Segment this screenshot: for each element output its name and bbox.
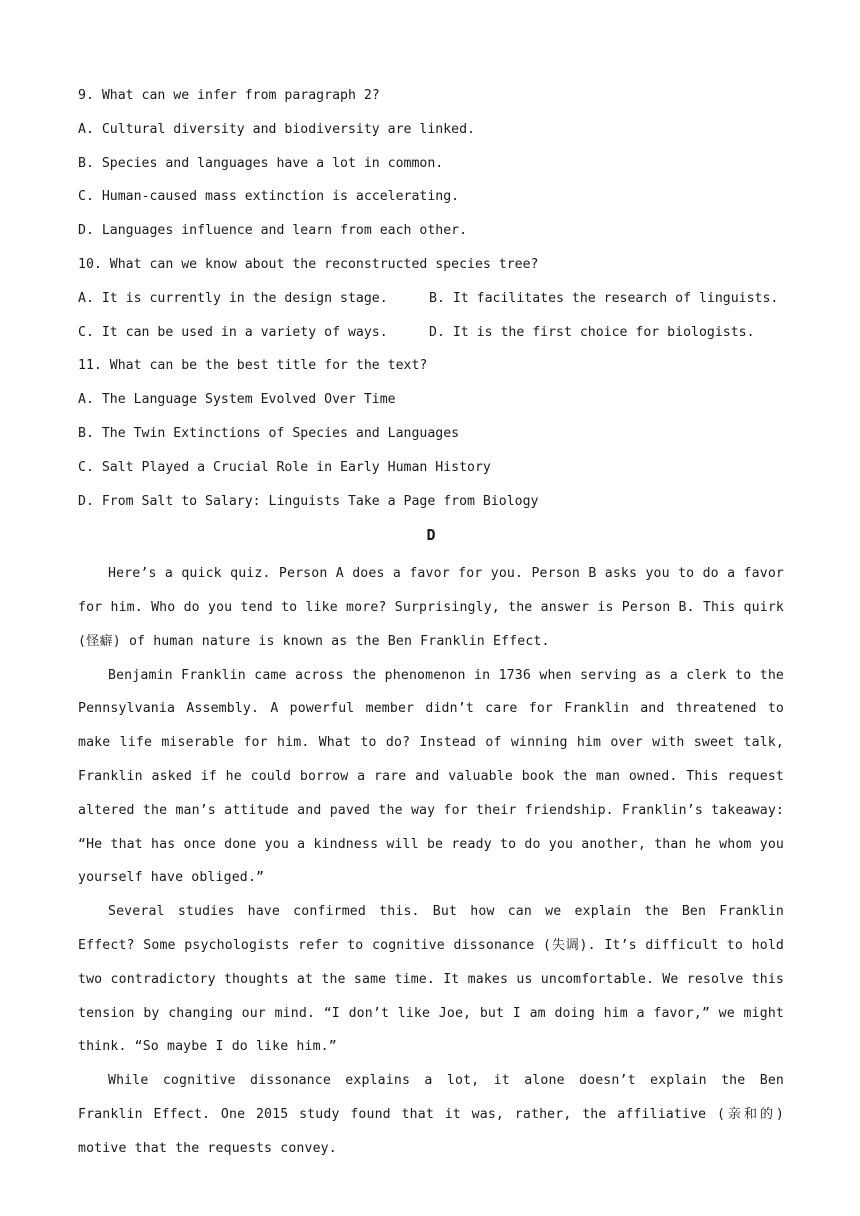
- question-9-option-b: B. Species and languages have a lot in common.: [78, 155, 444, 171]
- question-10-options-row-2: [78, 321, 784, 355]
- section-heading: D: [426, 526, 436, 545]
- question-10-option-a: A. It is currently in the design stage.: [78, 290, 388, 306]
- question-11-option-c: C. Salt Played a Crucial Role in Early Human History: [78, 459, 491, 475]
- question-11-option-d: D. From Salt to Salary: Linguists Take a Page from Biology: [78, 493, 539, 509]
- question-9-stem: 9. What can we infer from paragraph 2?: [78, 88, 380, 103]
- question-11-stem: 11. What can be the best title for the text?: [78, 358, 428, 374]
- question-9-option-a: A. Cultural diversity and biodiversity are linked.: [78, 121, 475, 137]
- passage-paragraph-4: While cognitive dissonance explains a lot, it alone doesn’t explain the Ben Franklin Effect. One 2015 study found that it was, rather, the affiliative (亲和的) motive that the requests convey.: [78, 1073, 784, 1156]
- question-11-option-a: A. The Language System Evolved Over Time: [78, 392, 396, 408]
- passage-paragraph-1: Here’s a quick quiz. Person A does a favor for you. Person B asks you to do a favor for him. Who do you tend to like more? Surprisingly, the answer is Person B. This quirk (怪癖) of human nature is known as the Ben Franklin Effect.: [78, 566, 784, 649]
- question-10-options-row-1: [78, 287, 784, 321]
- question-10-stem: 10. What can we know about the reconstructed species tree?: [78, 256, 539, 272]
- question-9-option-c: C. Human-caused mass extinction is accelerating.: [78, 189, 460, 205]
- question-10-option-b: B. It facilitates the research of linguists.: [429, 290, 779, 306]
- passage-paragraph-2: Benjamin Franklin came across the phenomenon in 1736 when serving as a clerk to the Pennsylvania Assembly. A powerful member didn’t care for Franklin and threatened to make life miserable for him. What to do? Instead of winning him over with sweet talk, Franklin asked if he could borrow a rare and valuable book the man owned. This request altered the man’s attitude and paved the way for their friendship. Franklin’s takeaway: “He that has once done you a kindness will be ready to do you another, than he whom you yourself have obliged.”: [78, 667, 784, 886]
- document-page: [78, 84, 784, 1166]
- question-11-option-b: B. The Twin Extinctions of Species and Languages: [78, 425, 460, 441]
- question-10-option-d: D. It is the first choice for biologists.: [429, 324, 755, 340]
- question-9-option-d: D. Languages influence and learn from each other.: [78, 223, 468, 239]
- passage-paragraph-3: Several studies have confirmed this. But how can we explain the Ben Franklin Effect? Some psychologists refer to cognitive dissonance (失调). It’s difficult to hold two contradictory thoughts at the same time. It makes us uncomfortable. We resolve this tension by changing our mind. “I don’t like Joe, but I am doing him a favor,” we might think. “So maybe I do like him.”: [78, 904, 784, 1055]
- question-10-option-c: C. It can be used in a variety of ways.: [78, 324, 388, 340]
